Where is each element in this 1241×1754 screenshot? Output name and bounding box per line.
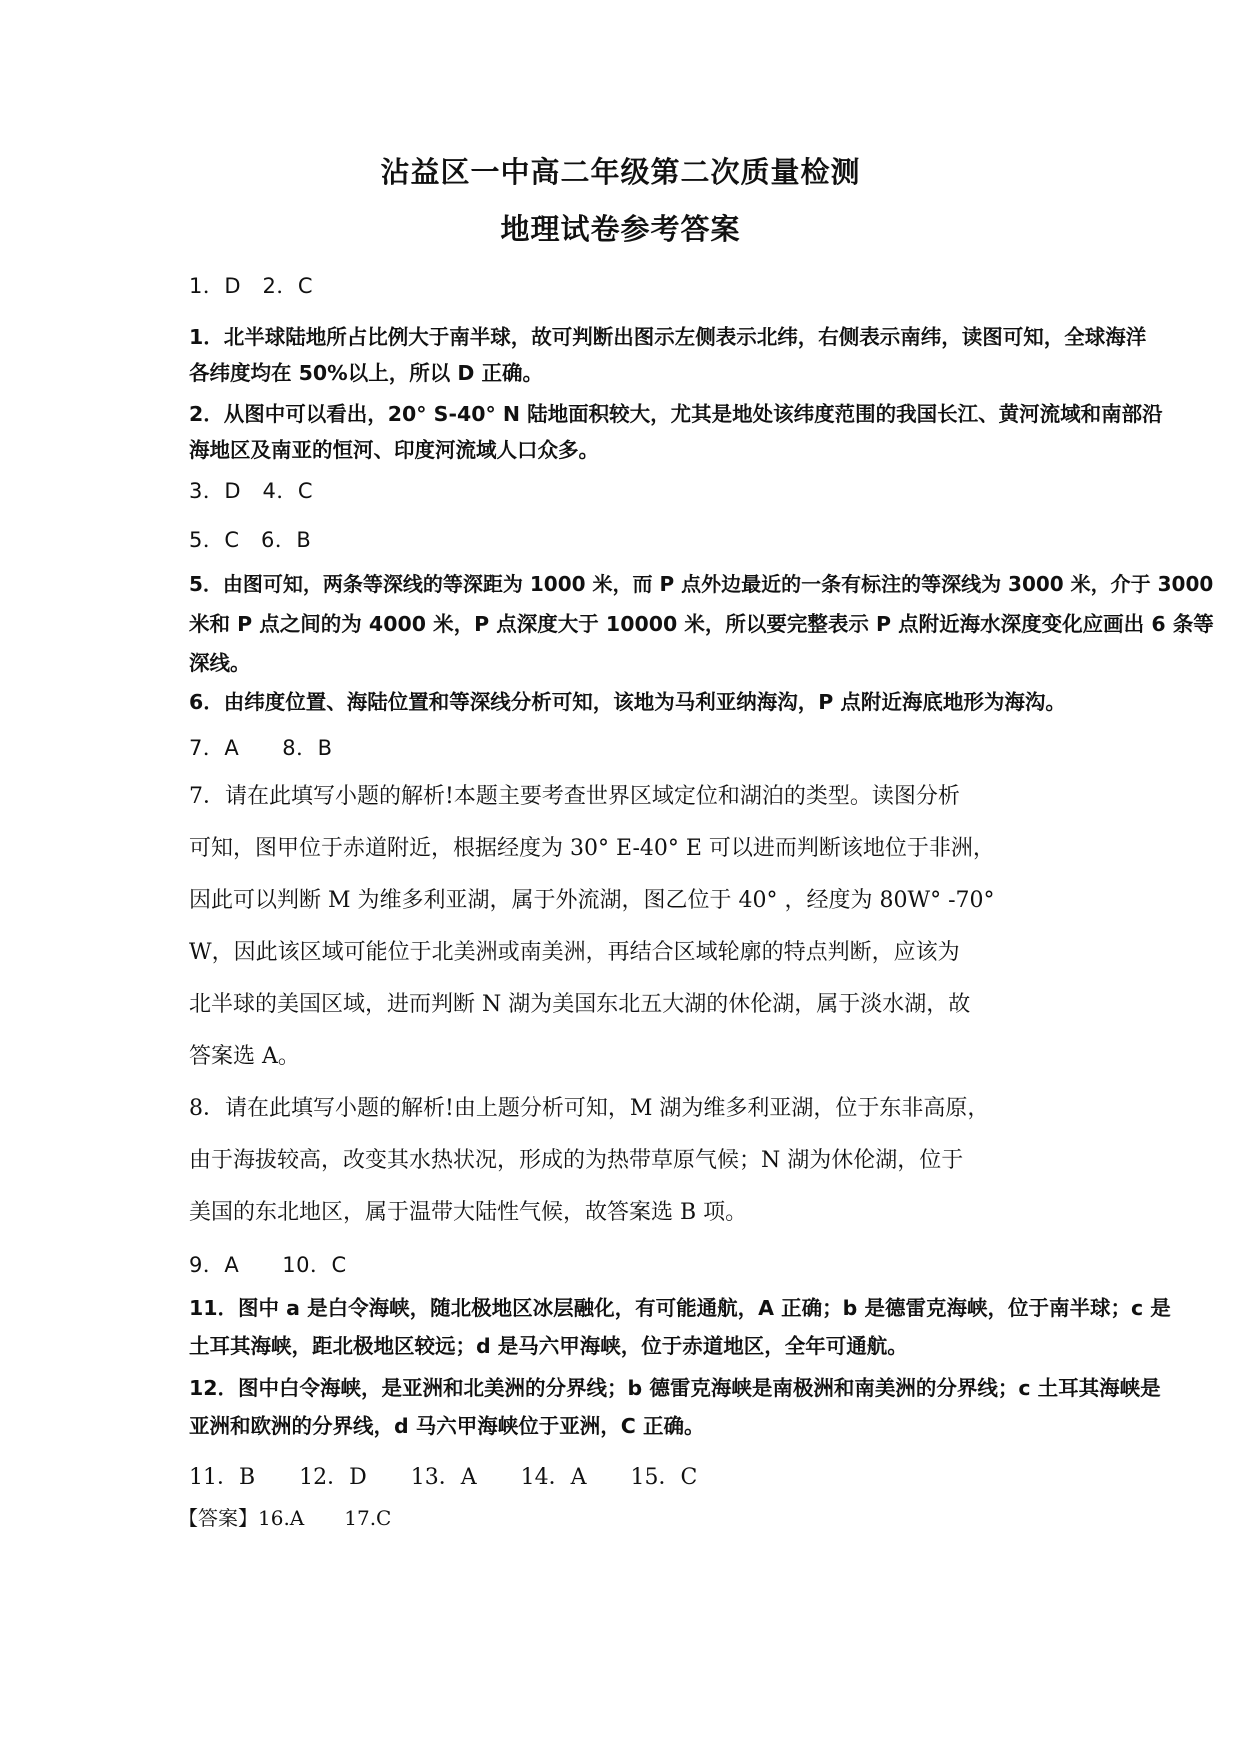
answer-line-11-15: 11．B 12．D 13．A 14．A 15．C [189, 1465, 698, 1490]
answer-line-16-17: 【答案】16.A 17.C [178, 1506, 392, 1530]
document-subtitle: 地理试卷参考答案 [500, 212, 741, 246]
explanation-line: 8．请在此填写小题的解析!由上题分析可知，M 湖为维多利亚湖，位于东非高原， [189, 1096, 990, 1121]
explanation-line: 答案选 A。 [189, 1044, 300, 1069]
explanation-line: 因此可以判断 M 为维多利亚湖，属于外流湖，图乙位于 40° ，经度为 80W° -70° [189, 888, 995, 913]
answer-line-1-2: 1．D 2．C [189, 274, 314, 298]
explanation-line: 7．请在此填写小题的解析!本题主要考查世界区域定位和湖泊的类型。读图分析 [189, 784, 960, 809]
document-title: 沾益区一中高二年级第二次质量检测 [380, 155, 861, 189]
answer-line-3-4: 3．D 4．C [189, 479, 314, 503]
explanation-line: 由于海拔较高，改变其水热状况，形成的为热带草原气候；N 湖为休伦湖，位于 [189, 1148, 964, 1173]
explanation-line: 土耳其海峡，距北极地区较远；d 是马六甲海峡，位于赤道地区，全年可通航。 [189, 1334, 908, 1358]
explanation-line: 亚洲和欧洲的分界线，d 马六甲海峡位于亚洲，C 正确。 [189, 1414, 705, 1438]
answer-line-7-8: 7．A 8．B [189, 736, 333, 760]
explanation-line: 可知，图甲位于赤道附近，根据经度为 30° E-40° E 可以进而判断该地位于非洲， [189, 836, 995, 861]
explanation-line: 深线。 [189, 651, 251, 675]
explanation-line: 5．由图可知，两条等深线的等深距为 1000 米，而 P 点外边最近的一条有标注的等深线为 3000 米，介于 3000 [189, 572, 1214, 596]
explanation-line: 各纬度均在 50%以上，所以 D 正确。 [189, 361, 543, 385]
explanation-line: 6．由纬度位置、海陆位置和等深线分析可知，该地为马利亚纳海沟，P 点附近海底地形为海沟。 [189, 690, 1066, 714]
explanation-line: 12．图中白令海峡，是亚洲和北美洲的分界线；b 德雷克海峡是南极洲和南美洲的分界线；c 土耳其海峡是 [189, 1376, 1161, 1400]
explanation-line: 海地区及南亚的恒河、印度河流域人口众多。 [189, 438, 599, 462]
answer-line-5-6: 5．C 6．B [189, 528, 312, 552]
explanation-line: 11．图中 a 是白令海峡，随北极地区冰层融化，有可能通航，A 正确；b 是德雷克海峡，位于南半球；c 是 [189, 1296, 1171, 1320]
explanation-line: 美国的东北地区，属于温带大陆性气候，故答案选 B 项。 [189, 1200, 748, 1225]
answer-line-9-10: 9．A 10．C [189, 1253, 347, 1277]
explanation-line: 米和 P 点之间的为 4000 米，P 点深度大于 10000 米，所以要完整表示 P 点附近海水深度变化应画出 6 条等 [189, 612, 1214, 636]
explanation-line: 北半球的美国区域，进而判断 N 湖为美国东北五大湖的休伦湖，属于淡水湖，故 [189, 992, 971, 1017]
explanation-line: W，因此该区域可能位于北美洲或南美洲，再结合区域轮廓的特点判断，应该为 [189, 940, 960, 965]
explanation-line: 2．从图中可以看出，20° S-40° N 陆地面积较大，尤其是地处该纬度范围的我国长江、黄河流域和南部沿 [189, 402, 1163, 426]
explanation-line: 1．北半球陆地所占比例大于南半球，故可判断出图示左侧表示北纬，右侧表示南纬，读图可知，全球海洋 [189, 325, 1147, 349]
